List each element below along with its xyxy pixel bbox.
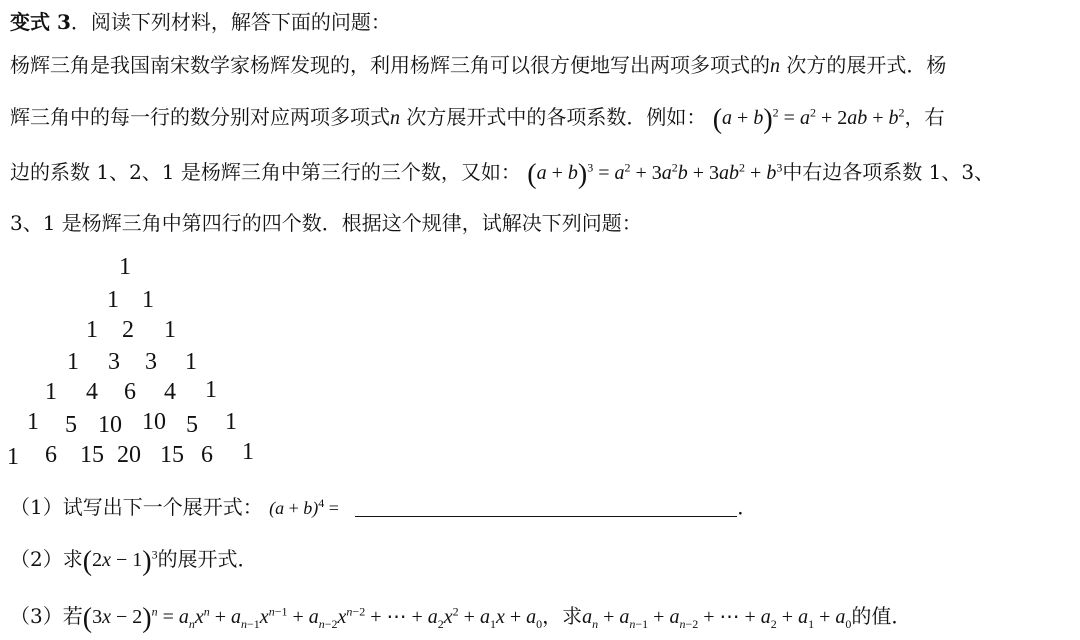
example-formula-square: $(a + b)^2 = a^2 + 2ab + b^2$ (712, 104, 905, 135)
answer-blank[interactable] (355, 516, 737, 517)
triangle-cell: 1 (242, 439, 254, 465)
question-3-sum: $a_n + a_{n-1} + a_{n-2}$ + ⋯ + $a_2 + a_1 + a_0$ (582, 606, 852, 631)
triangle-cell: 6 (45, 442, 57, 468)
question-1: （1）试写出下一个展开式： $(a + b)^4$ = ． (10, 495, 758, 519)
triangle-cell: 1 (7, 444, 19, 470)
question-3-formula: $(3x - 2)^n = a_nx^n + a_{n-1}x^{n-1} + a_{n-2}x^{n-2}$ + ⋯ + $a_2x^2 + a_1x + a_0$ (82, 603, 543, 634)
triangle-cell: 1 (107, 287, 119, 313)
triangle-cell: 1 (27, 409, 39, 435)
triangle-cell: 10 (98, 412, 122, 438)
triangle-cell: 1 (86, 317, 98, 343)
material-line-2: 辉三角中的每一行的数分别对应两项多项式n 次方展开式中的各项系数．例如： $(a + b)^2 = a^2 + 2ab + b^2$，右 (10, 104, 945, 135)
triangle-cell: 1 (45, 379, 57, 405)
triangle-cell: 1 (164, 317, 176, 343)
triangle-cell: 3 (108, 349, 120, 375)
triangle-cell: 5 (65, 412, 77, 438)
triangle-cell: 20 (117, 442, 141, 468)
triangle-cell: 5 (186, 412, 198, 438)
material-line-4: 3、1 是杨辉三角中第四行的四个数．根据这个规律，试解决下列问题： (10, 211, 642, 235)
question-2-formula: $(2x - 1)^3$ (82, 546, 158, 577)
material-line-1: 杨辉三角是我国南宋数学家杨辉发现的，利用杨辉三角可以很方便地写出两项多项式的n 次方的展开式．杨 (10, 53, 947, 77)
exercise-label: 变式 3 (10, 10, 71, 34)
triangle-cell: 3 (145, 349, 157, 375)
triangle-cell: 1 (205, 377, 217, 403)
triangle-cell: 6 (201, 442, 213, 468)
triangle-cell: 15 (160, 442, 184, 468)
question-1-formula: $(a + b)^4$ = (269, 496, 339, 518)
triangle-cell: 6 (124, 379, 136, 405)
triangle-cell: 2 (122, 317, 134, 343)
triangle-cell: 10 (142, 409, 166, 435)
instruction-text: 阅读下列材料，解答下面的问题： (90, 10, 391, 34)
material-line-3: 边的系数 1、2、1 是杨辉三角中第三行的三个数，又如： $(a + b)^3 = a^2 + 3a^2b + 3ab^2 + b^3$中右边各项系数 1、3、 (10, 159, 995, 190)
exercise-heading: 变式 3．阅读下列材料，解答下面的问题： (10, 10, 391, 34)
triangle-cell: 15 (80, 442, 104, 468)
triangle-cell: 1 (142, 287, 154, 313)
triangle-cell: 1 (225, 409, 237, 435)
triangle-cell: 1 (185, 349, 197, 375)
triangle-cell: 1 (67, 349, 79, 375)
triangle-cell: 4 (164, 379, 176, 405)
example-formula-cube: $(a + b)^3 = a^2 + 3a^2b + 3ab^2 + b^3$ (527, 159, 783, 190)
triangle-cell: 1 (119, 254, 131, 280)
question-2: （2）求$(2x - 1)^3$的展开式． (10, 546, 258, 577)
triangle-cell: 4 (86, 379, 98, 405)
question-3: （3）若$(3x - 2)^n = a_nx^n + a_{n-1}x^{n-1} + a_{n-2}x^{n-2}$ + ⋯ + $a_2x^2 + a_1x + a_0$，求$a_n + a_{n-1} + a_{n-2}$ + ⋯ + $a_2 + a_1 + a_0$的值． (10, 603, 912, 634)
